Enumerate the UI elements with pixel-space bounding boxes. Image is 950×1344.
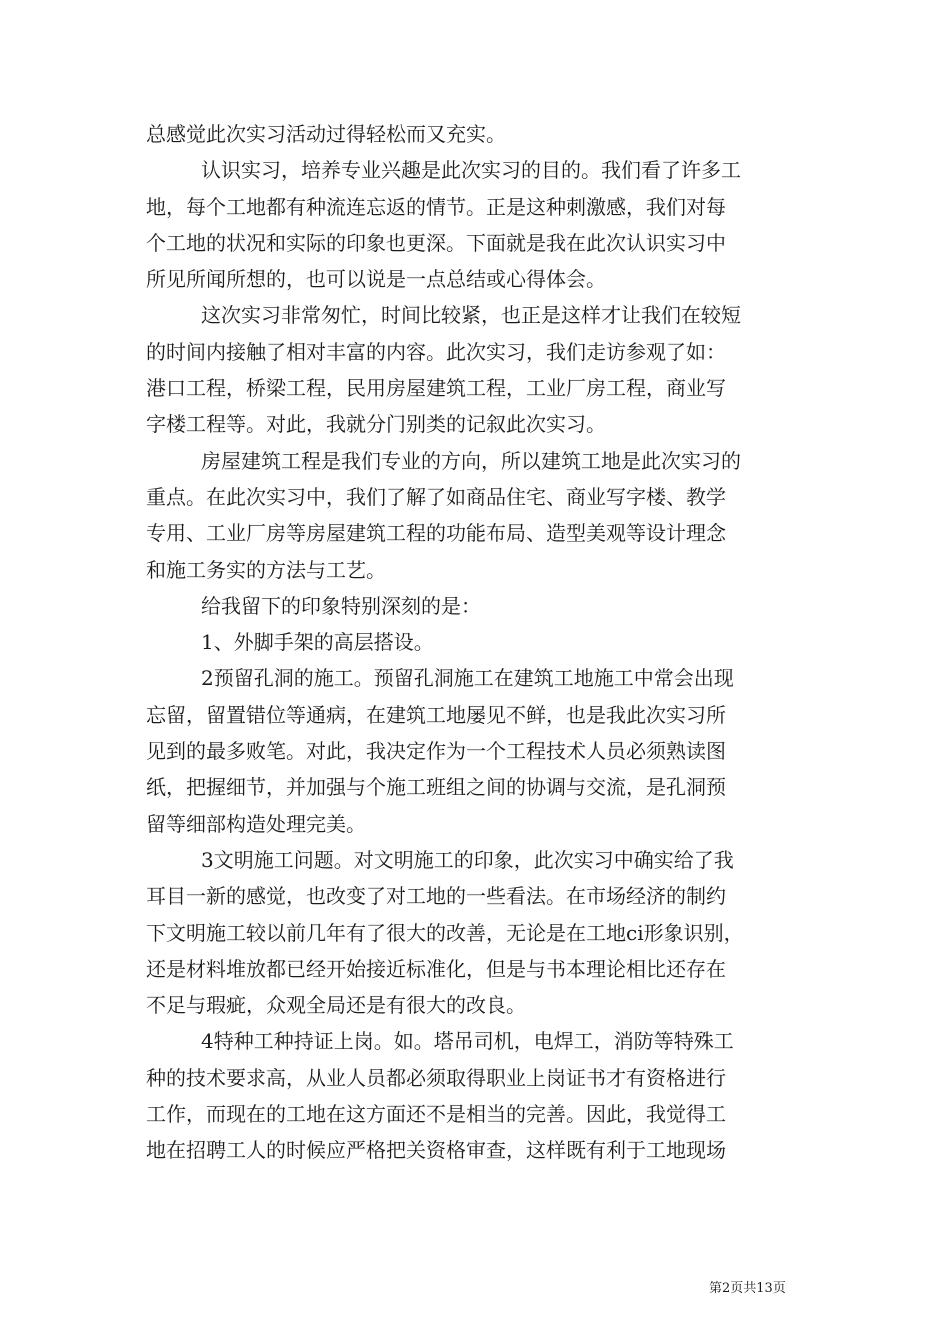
text-line: 的时间内接触了相对丰富的内容。此次实习，我们走访参观了如： [146,339,726,364]
paragraph-start-line: 认识实习，培养专业兴趣是此次实习的目的。我们看了许多工 [201,158,741,183]
text-line: 种的技术要求高，从业人员都必须取得职业上岗证书才有资格进行 [146,1065,726,1090]
text-line: 字楼工程等。对此，我就分门别类的记叙此次实习。 [146,412,606,437]
text-line: 所见所闻所想的，也可以说是一点总结或心得体会。 [146,267,606,292]
text-line: 留等细部构造处理完美。 [146,811,366,836]
text-line: 忘留，留置错位等通病，在建筑工地屡见不鲜，也是我此次实习所 [146,702,726,727]
paragraph-start-line: 房屋建筑工程是我们专业的方向，所以建筑工地是此次实习的 [201,448,741,473]
text-line: 还是材料堆放都已经开始接近标准化，但是与书本理论相比还存在 [146,956,726,981]
text-line: 个工地的状况和实际的印象也更深。下面就是我在此次认识实习中 [146,230,726,255]
text-line: 地在招聘工人的时候应严格把关资格审查，这样既有利于工地现场 [146,1138,726,1163]
paragraph-start-line: 这次实习非常匆忙，时间比较紧，也正是这样才让我们在较短 [201,303,741,328]
text-line: 重点。在此次实习中，我们了解了如商品住宅、商业写字楼、教学 [146,484,726,509]
text-line: 纸，把握细节，并加强与个施工班组之间的协调与交流，是孔洞预 [146,775,726,800]
text-line: 工作，而现在的工地在这方面还不是相当的完善。因此，我觉得工 [146,1102,726,1127]
list-item-line: 1、外脚手架的高层搭设。 [201,630,434,655]
text-line: 耳目一新的感觉，也改变了对工地的一些看法。在市场经济的制约 [146,884,726,909]
text-line: 下文明施工较以前几年有了很大的改善，无论是在工地ci形象识别， [146,920,744,945]
text-line: 和施工务实的方法与工艺。 [146,557,386,582]
list-item-line: 3文明施工问题。对文明施工的印象，此次实习中确实给了我 [201,847,734,872]
body-text [146,116,812,1169]
text-line: 专用、工业厂房等房屋建筑工程的功能布局、造型美观等设计理念 [146,521,726,546]
page-number: 第2页共13页 [709,1281,786,1296]
text-line: 港口工程，桥梁工程，民用房屋建筑工程，工业厂房工程，商业写 [146,376,726,401]
text-line: 总感觉此次实习活动过得轻松而又充实。 [146,122,506,146]
list-item-line: 2预留孔洞的施工。预留孔洞施工在建筑工地施工中常会出现 [201,666,734,691]
list-item-line: 4特种工种持证上岗。如。塔吊司机，电焊工，消防等特殊工 [201,1029,734,1054]
text-line: 不足与瑕疵，众观全局还是有很大的改良。 [146,993,526,1018]
paragraph-start-line: 给我留下的印象特别深刻的是： [201,593,481,618]
text-line: 见到的最多败笔。对此，我决定作为一个工程技术人员必须熟读图 [146,739,726,764]
text-line: 地，每个工地都有种流连忘返的情节。正是这种刺激感，我们对每 [146,194,726,219]
